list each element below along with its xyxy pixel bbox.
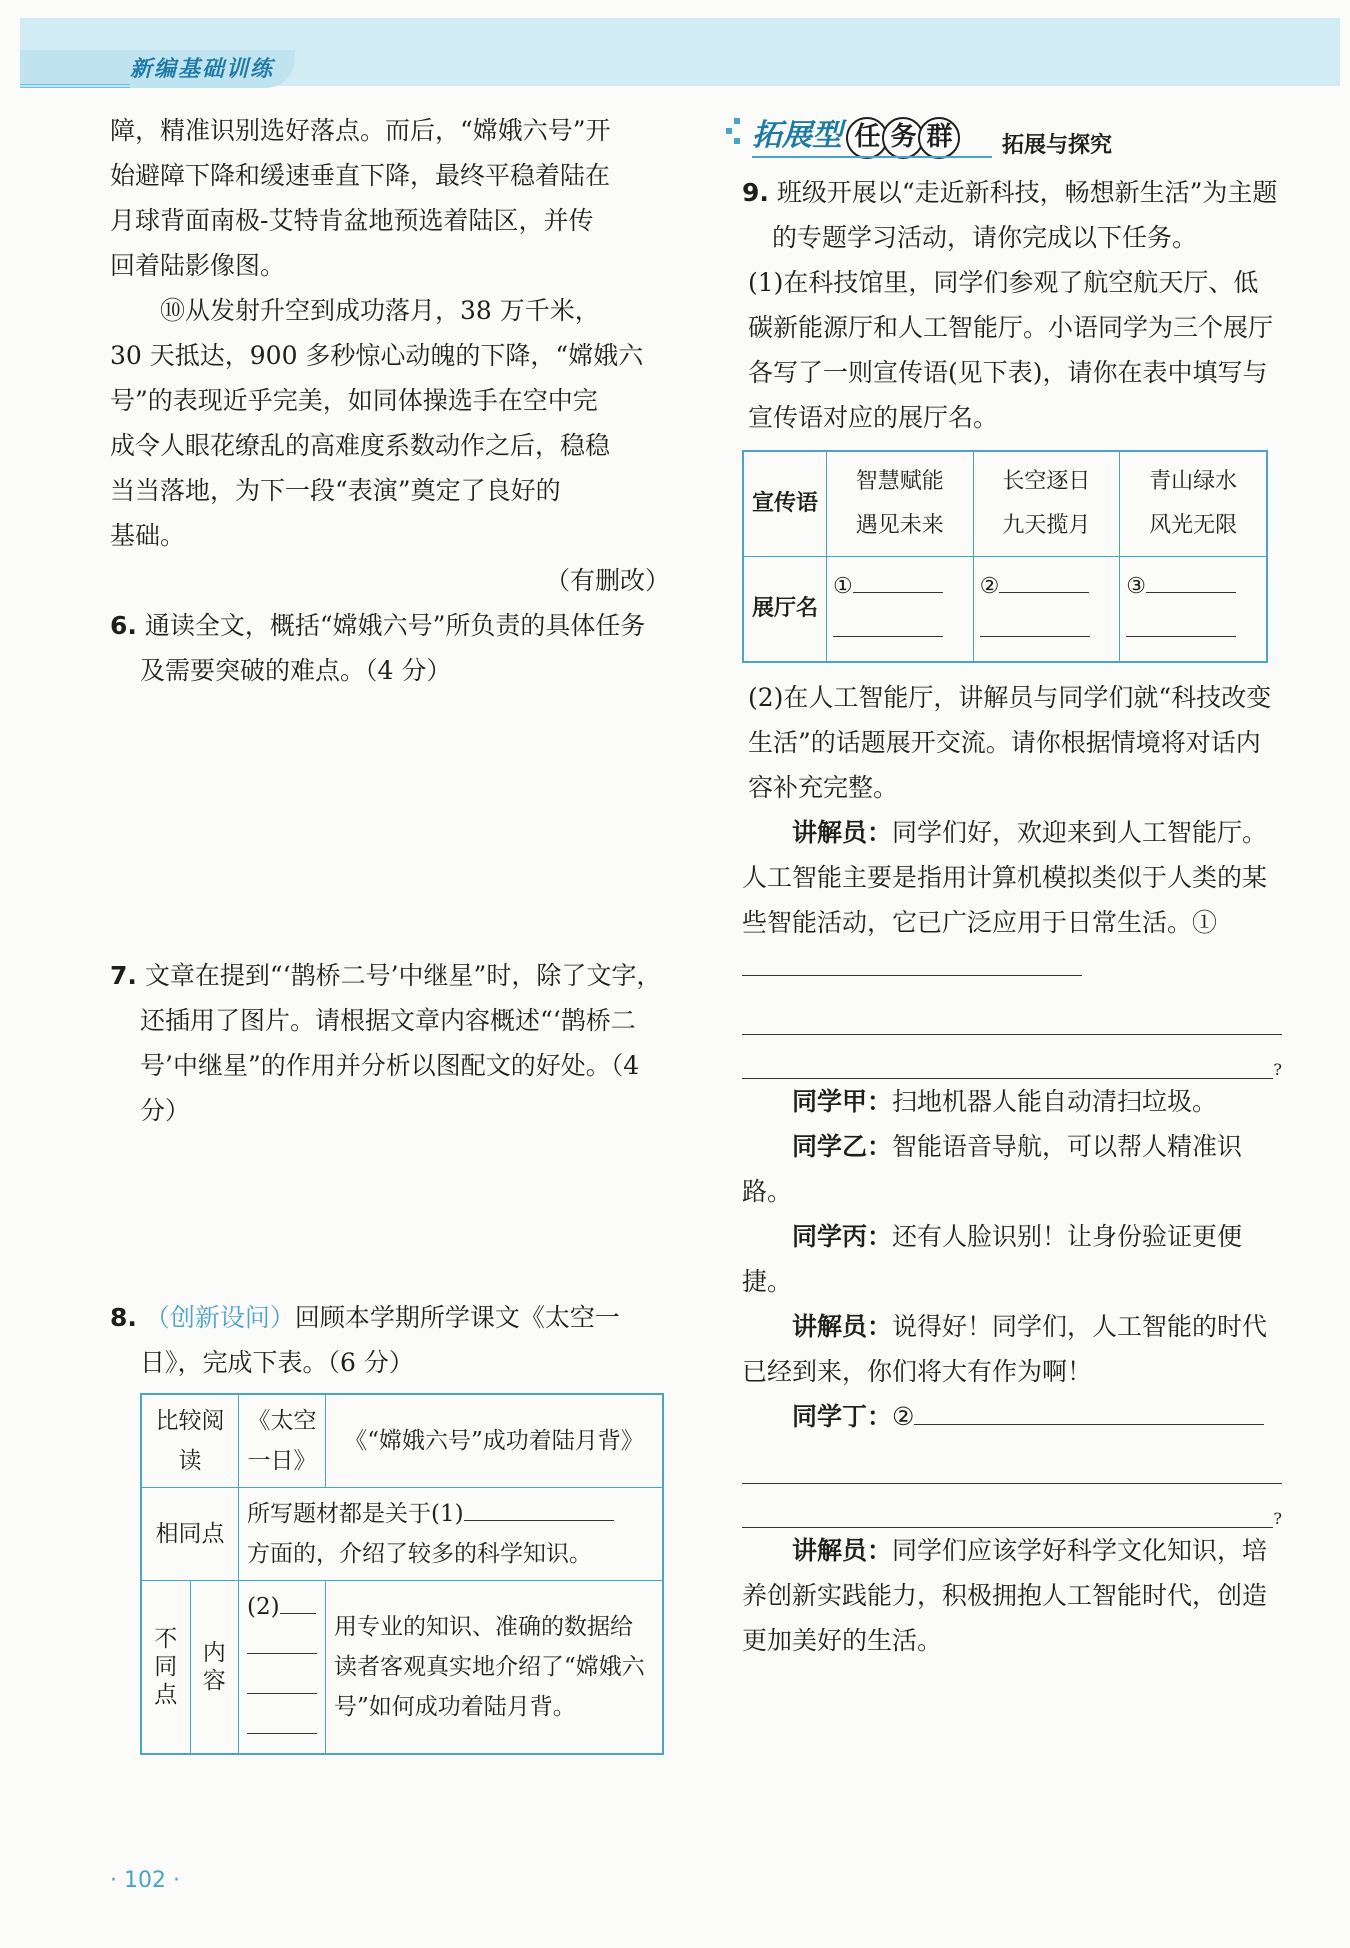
slogan-line: 长空逐日	[1002, 469, 1091, 494]
blank-line-q[interactable]	[742, 1035, 1282, 1079]
text-line: 成令人眼花缭乱的高难度系数动作之后，稳稳	[110, 431, 611, 460]
diff-text-cell: 用专业的知识、准确的数据给读者客观真实地介绍了“嫦娥六号”如何成功着陆月背。	[326, 1581, 664, 1755]
dialogue-text: 还有人脸识别！让身份验证更便捷。	[742, 1222, 1243, 1296]
slogan-line: 九天揽月	[1002, 513, 1091, 538]
blank-line[interactable]	[980, 610, 1090, 637]
text-line: 30 天抵达，900 多秒惊心动魄的下降，“嫦娥六	[110, 341, 644, 370]
comparison-table	[140, 1393, 664, 1755]
row-label-slogan: 宣传语	[743, 451, 827, 557]
section-title	[752, 110, 960, 159]
table-header-text1: 《太空一日》	[239, 1394, 326, 1488]
blank-line[interactable]	[833, 610, 943, 637]
question-number: 6.	[110, 611, 137, 640]
paragraph-9-end	[110, 108, 670, 288]
speaker: 同学丁：	[792, 1402, 893, 1431]
question-text: 通读全文，概括“嫦娥六号”所负责的具体任务及需要突破的难点。（4 分）	[140, 611, 646, 685]
dialogue-text: 同学们应该学好科学文化知识，培养创新实践能力，积极拥抱人工智能时代，创造更加美好的生活。	[742, 1536, 1268, 1655]
answer-space-7[interactable]	[110, 1133, 670, 1295]
blank-line[interactable]	[1146, 566, 1236, 593]
mark: ③	[1126, 574, 1146, 599]
same-text-b: 方面的，介绍了较多的科学知识。	[247, 1541, 592, 1567]
dialogue-3	[742, 1124, 1282, 1214]
slogan-line: 遇见未来	[855, 513, 944, 538]
section-underline	[752, 156, 992, 158]
blank-2-line[interactable]	[247, 1627, 317, 1654]
text-line: 障，精准识别选好落点。而后，“嫦娥六号”开	[110, 116, 611, 145]
blank-2-label: (2)	[247, 1594, 280, 1620]
text-line: 当当落地，为下一段“表演”奠定了良好的	[110, 476, 561, 505]
row-label-diff: 不同点	[141, 1581, 190, 1755]
blank-line[interactable]	[742, 1439, 1282, 1484]
dialogue-4	[742, 1214, 1282, 1304]
answer-space-6[interactable]	[110, 693, 670, 953]
speaker: 讲解员：	[792, 1536, 893, 1565]
row-label-hall: 展厅名	[743, 557, 827, 663]
blank-2-cell[interactable]	[239, 1581, 326, 1755]
slogan-cell	[1120, 451, 1267, 557]
circle-char: 务	[882, 117, 924, 159]
blank-2-line[interactable]	[247, 1667, 317, 1694]
hall-table	[742, 450, 1268, 663]
speaker: 同学甲：	[792, 1087, 893, 1116]
section-subtitle: 拓展与探究	[1002, 133, 1113, 158]
row-label-same: 相同点	[141, 1488, 239, 1581]
blank-line-q[interactable]	[742, 1484, 1282, 1528]
question-8	[110, 1295, 670, 1385]
question-7	[110, 953, 670, 1133]
circle-char: 任	[846, 117, 888, 159]
blank-line[interactable]	[742, 990, 1282, 1035]
text-line: ⑩从发射升空到成功落月，38 万千米，	[160, 296, 600, 325]
question-number: 8.	[110, 1303, 137, 1332]
speaker: 讲解员：	[792, 1312, 893, 1341]
question-6	[110, 603, 670, 693]
question-mark: ?	[1273, 1060, 1282, 1079]
slogan-cell	[827, 451, 974, 557]
question-mark: ?	[1273, 1509, 1282, 1528]
question-text: 回顾本学期所学课文《太空一日》，完成下表。（6 分）	[140, 1303, 620, 1377]
source-note: （有删改）	[544, 566, 670, 595]
blank-2-line[interactable]	[280, 1587, 316, 1614]
text-line: 回着陆影像图。	[110, 251, 286, 280]
hall-answer-cell[interactable]	[827, 557, 974, 663]
question-text: 文章在提到“‘鹊桥二号’中继星”时，除了文字，还插用了图片。请根据文章内容概述“‘鹊桥二号’中继星”的作用并分析以图配文的好处。（4 分）	[140, 961, 662, 1125]
question-9-1: (1)在科技馆里，同学们参观了航空航天厅、低碳新能源厅和人工智能厅。小语同学为三个展厅各写了一则宣传语(见下表)，请你在表中填写与宣传语对应的展厅名。	[748, 268, 1274, 432]
blank-1[interactable]	[464, 1494, 614, 1521]
hall-answer-cell[interactable]	[1120, 557, 1267, 663]
mark: ②	[979, 574, 1000, 599]
question-9	[742, 170, 1282, 260]
circle-char: 群	[918, 117, 960, 159]
blank-line[interactable]	[742, 949, 1082, 976]
slogan-line: 风光无限	[1149, 513, 1238, 538]
mark: ①	[833, 574, 853, 599]
innovation-tag: （创新设问）	[144, 1303, 295, 1332]
header-title: 新编基础训练	[130, 56, 275, 82]
question-text: 班级开展以“走近新科技，畅想新生活”为主题的专题学习活动，请你完成以下任务。	[772, 178, 1278, 252]
section-deco-icon	[722, 116, 746, 150]
blank-line[interactable]	[914, 1398, 1264, 1425]
right-column	[742, 108, 1282, 1663]
dialogue-text: 扫地机器人能自动清扫垃圾。	[892, 1087, 1218, 1116]
slogan-line: 青山绿水	[1149, 469, 1238, 494]
section-header	[742, 108, 1282, 160]
dialogue-text: 智能语音导航，可以帮人精准识路。	[742, 1132, 1243, 1206]
text-line: 月球背面南极-艾特肯盆地预选着陆区，并传	[110, 206, 594, 235]
section-title-text: 拓展型	[752, 118, 842, 153]
paragraph-10	[110, 288, 670, 558]
page-number: · 102 ·	[110, 1868, 180, 1893]
table-header-compare: 比较阅读	[141, 1394, 239, 1488]
dialogue-1	[742, 810, 1282, 990]
text-line: 始避障下降和缓速垂直下降，最终平稳着陆在	[110, 161, 611, 190]
speaker: 同学丙：	[792, 1222, 893, 1251]
dialogue-7	[742, 1528, 1282, 1663]
dialogue-text: 同学们好，欢迎来到人工智能厅。人工智能主要是指用计算机模拟类似于人类的某些智能活动，它已广泛应用于日常生活。①	[742, 818, 1268, 937]
blank-line[interactable]	[1126, 610, 1236, 637]
dialogue-5	[742, 1304, 1282, 1394]
header-deco-lines	[20, 84, 130, 88]
dialogue-text: 说得好！同学们，人工智能的时代已经到来，你们将大有作为啊！	[742, 1312, 1268, 1386]
question-9-2: (2)在人工智能厅，讲解员与同学们就“科技改变生活”的话题展开交流。请你根据情境将对话内容补充完整。	[748, 683, 1272, 802]
dialogue-text: ②	[892, 1402, 915, 1431]
text-line: 基础。	[110, 521, 186, 550]
speaker: 讲解员：	[792, 818, 893, 847]
question-number: 9.	[742, 178, 769, 207]
slogan-line: 智慧赋能	[855, 469, 944, 494]
question-number: 7.	[110, 961, 137, 990]
same-cell	[239, 1488, 664, 1581]
blank-2-line[interactable]	[247, 1707, 317, 1734]
table-header-text2: 《“嫦娥六号”成功着陆月背》	[326, 1394, 664, 1488]
speaker: 同学乙：	[792, 1132, 893, 1161]
hall-answer-cell[interactable]	[973, 557, 1120, 663]
text-line: 号”的表现近乎完美，如同体操选手在空中完	[110, 386, 598, 415]
dialogue-2	[742, 1079, 1282, 1124]
blank-line[interactable]	[999, 566, 1089, 593]
same-text-a: 所写题材都是关于(1)	[247, 1501, 464, 1527]
row-label-content: 内容	[190, 1581, 238, 1755]
left-column	[110, 108, 670, 1755]
blank-line[interactable]	[853, 566, 943, 593]
dialogue-6	[742, 1394, 1282, 1439]
slogan-cell	[973, 451, 1120, 557]
